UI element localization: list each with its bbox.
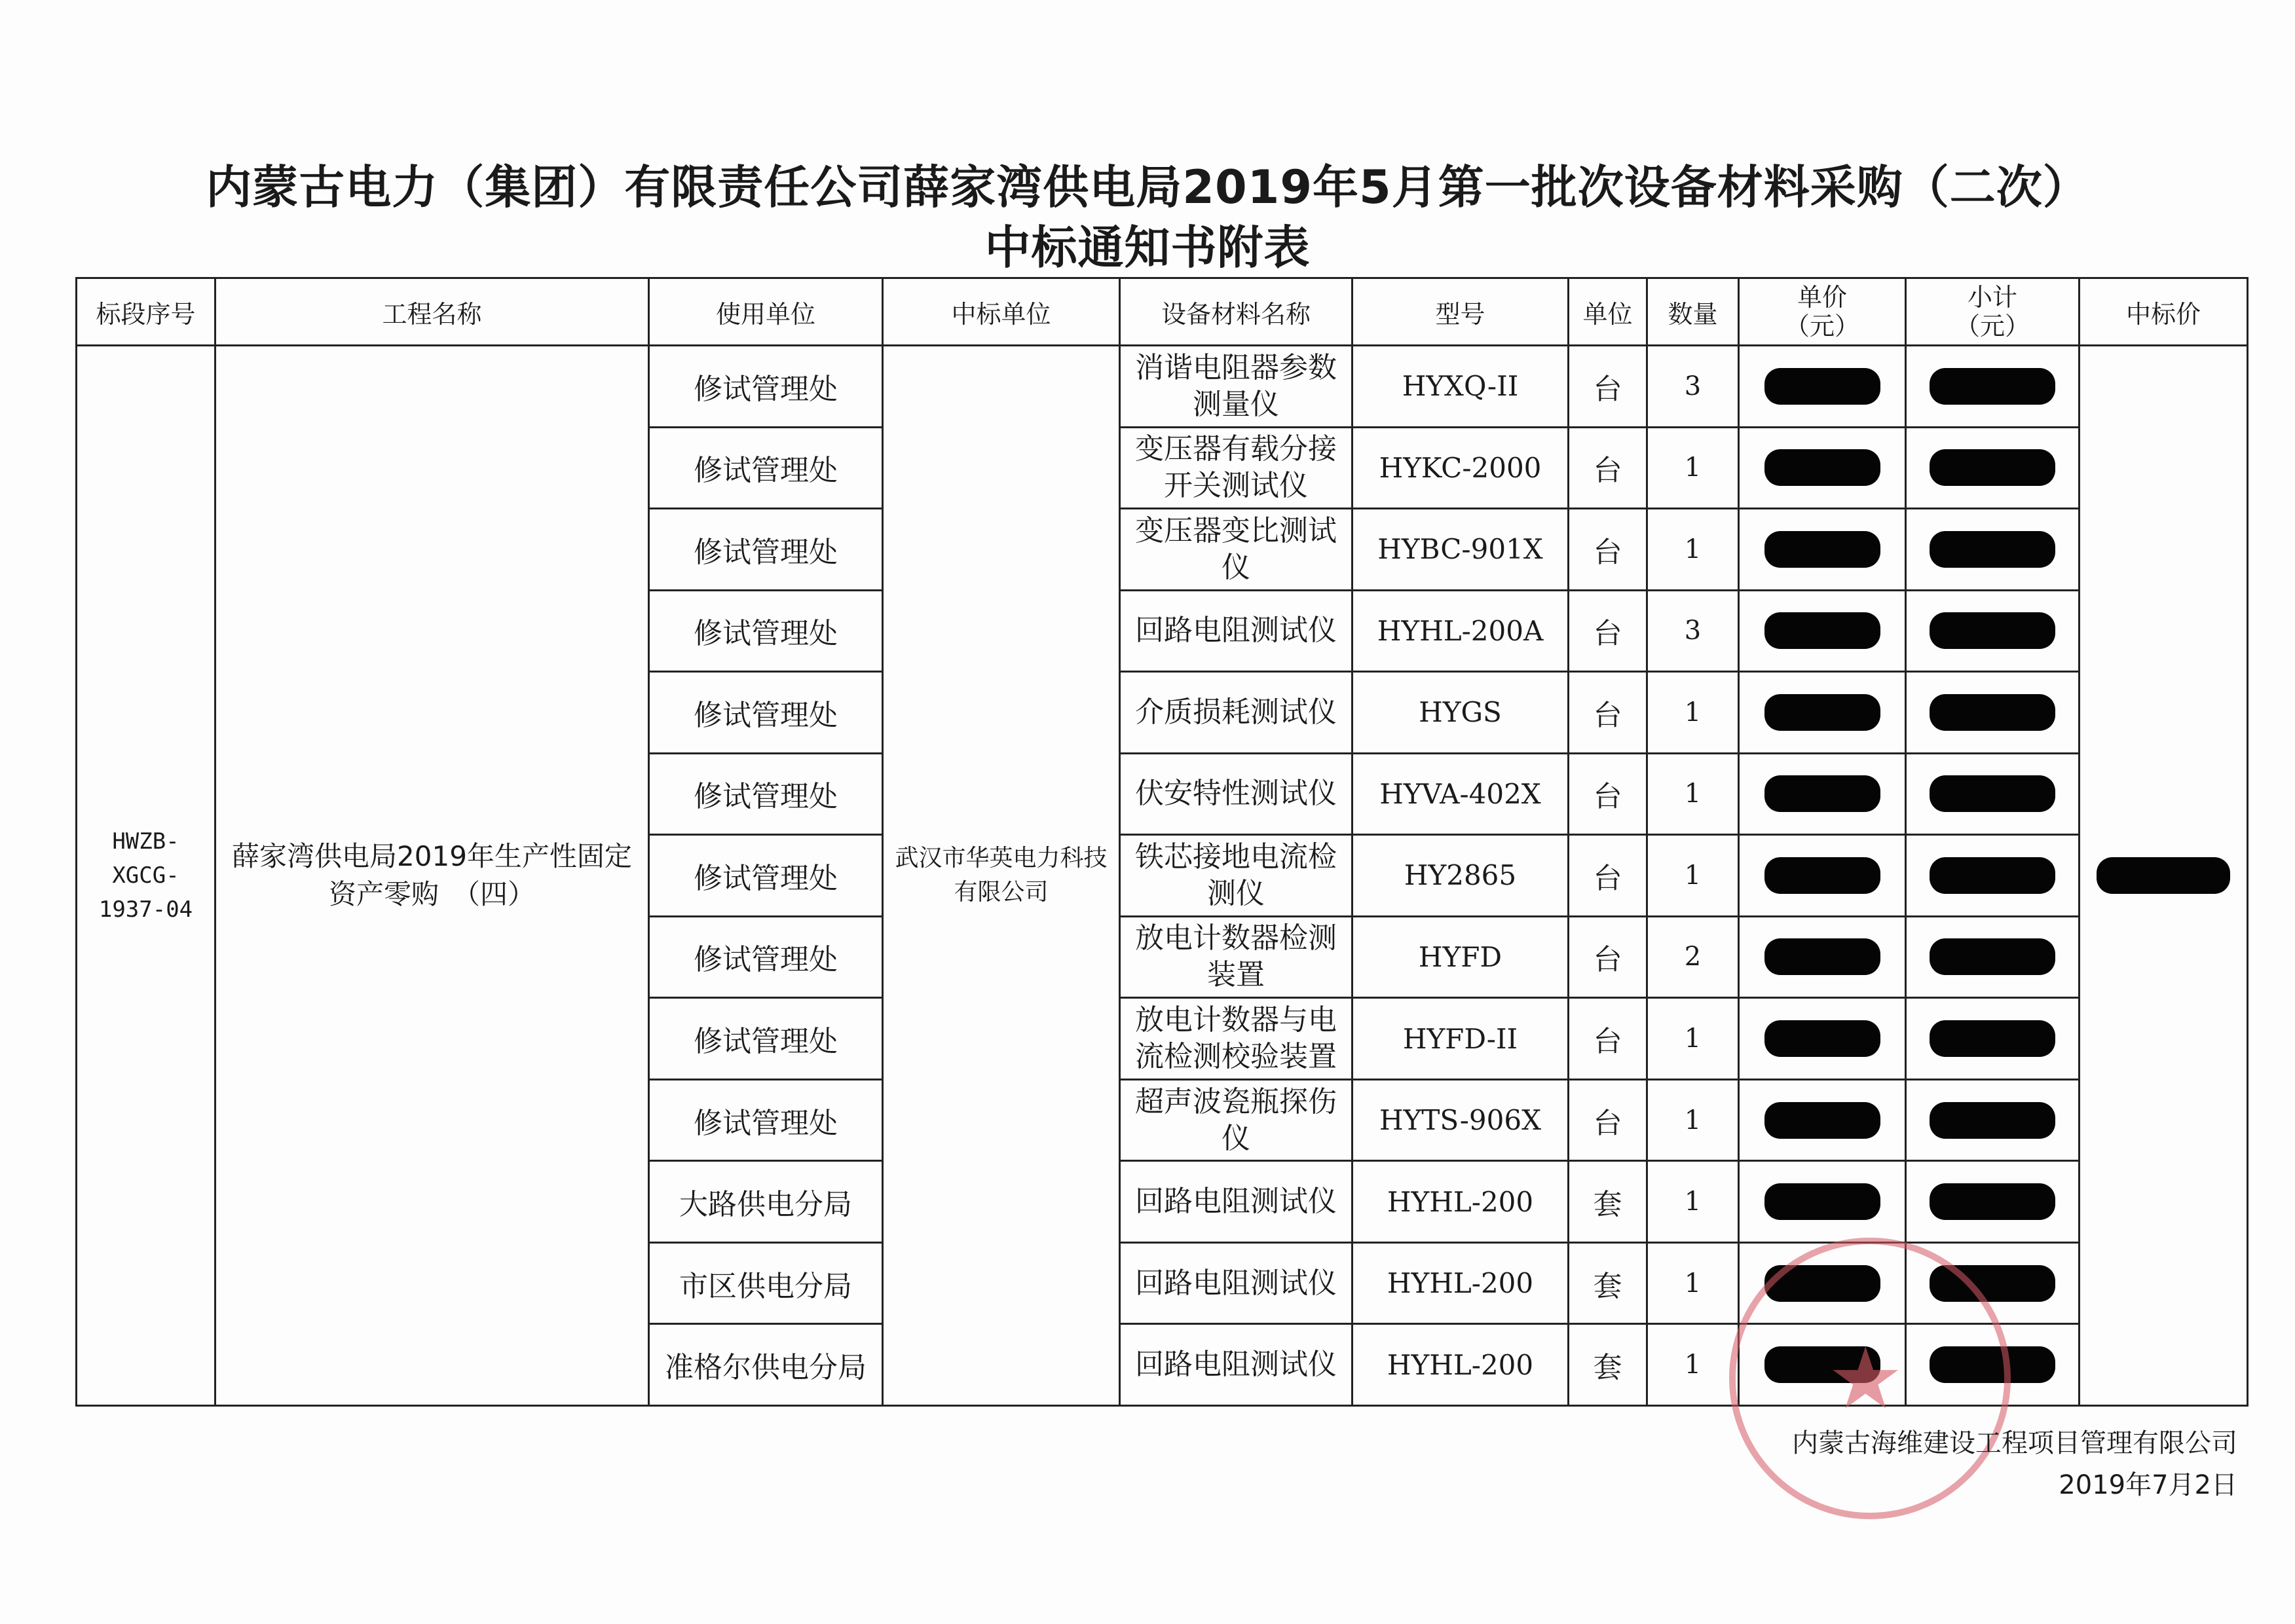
model-cell: HYHL-200 — [1353, 1242, 1569, 1324]
user-unit-cell: 修试管理处 — [649, 346, 883, 428]
qty-cell: 1 — [1647, 753, 1739, 835]
model-cell: HYBC-901X — [1353, 509, 1569, 591]
bid-price-cell — [2080, 346, 2248, 1406]
redaction-bar — [2097, 857, 2231, 894]
redaction-bar — [1930, 368, 2055, 405]
redaction-bar — [1764, 775, 1880, 812]
unit-cell: 套 — [1569, 1161, 1647, 1243]
unit-cell: 台 — [1569, 590, 1647, 672]
equipment-cell: 回路电阻测试仪 — [1120, 1324, 1353, 1406]
award-table — [75, 277, 2248, 1407]
model-cell: HY2865 — [1353, 835, 1569, 917]
redaction-bar — [1764, 531, 1880, 568]
redaction-bar — [1764, 694, 1880, 731]
subtotal-cell — [1906, 346, 2080, 428]
unit-cell: 台 — [1569, 753, 1647, 835]
redaction-bar — [1930, 694, 2055, 731]
equipment-cell: 回路电阻测试仪 — [1120, 1242, 1353, 1324]
user-unit-cell: 修试管理处 — [649, 753, 883, 835]
user-unit-cell: 大路供电分局 — [649, 1161, 883, 1243]
qty-cell: 1 — [1647, 1161, 1739, 1243]
footer-date: 2019年7月2日 — [2059, 1470, 2237, 1500]
unit-price-cell — [1739, 1161, 1906, 1243]
subtotal-cell — [1906, 509, 2080, 591]
unit-price-cell — [1739, 509, 1906, 591]
user-unit-cell: 修试管理处 — [649, 590, 883, 672]
equipment-cell: 伏安特性测试仪 — [1120, 753, 1353, 835]
qty-cell: 3 — [1647, 346, 1739, 428]
subtotal-cell — [1906, 916, 2080, 998]
unit-price-cell — [1739, 346, 1906, 428]
equipment-cell: 铁芯接地电流检测仪 — [1120, 835, 1353, 917]
redaction-bar — [1764, 857, 1880, 894]
model-cell: HYVA-402X — [1353, 753, 1569, 835]
redaction-bar — [1764, 449, 1880, 486]
qty-cell: 2 — [1647, 916, 1739, 998]
redaction-bar — [1930, 1020, 2055, 1057]
subtotal-cell — [1906, 427, 2080, 509]
user-unit-cell: 修试管理处 — [649, 998, 883, 1080]
redaction-bar — [1930, 1183, 2055, 1220]
redaction-bar — [1930, 449, 2055, 486]
equipment-cell: 回路电阻测试仪 — [1120, 590, 1353, 672]
project-name: 薛家湾供电局2019年生产性固定资产零购 （四） — [215, 346, 649, 1406]
subtotal-cell — [1906, 753, 2080, 835]
unit-cell: 台 — [1569, 835, 1647, 917]
model-cell: HYHL-200A — [1353, 590, 1569, 672]
subtotal-cell — [1906, 998, 2080, 1080]
subtotal-cell — [1906, 1161, 2080, 1243]
equipment-cell: 超声波瓷瓶探伤仪 — [1120, 1079, 1353, 1161]
header-model: 型号 — [1353, 278, 1569, 346]
header-winner: 中标单位 — [883, 278, 1120, 346]
user-unit-cell: 修试管理处 — [649, 427, 883, 509]
footer-company: 内蒙古海维建设工程项目管理有限公司 — [1792, 1428, 2237, 1458]
equipment-cell: 变压器有载分接开关测试仪 — [1120, 427, 1353, 509]
unit-price-cell — [1739, 672, 1906, 754]
header-project: 工程名称 — [215, 278, 649, 346]
header-subtotal: 小计 （元） — [1906, 278, 2080, 346]
header-seq: 标段序号 — [77, 278, 215, 346]
model-cell: HYFD-II — [1353, 998, 1569, 1080]
redaction-bar — [1930, 1102, 2055, 1139]
model-cell: HYXQ-II — [1353, 346, 1569, 428]
model-cell: HYHL-200 — [1353, 1324, 1569, 1406]
model-cell: HYGS — [1353, 672, 1569, 754]
header-row — [77, 278, 2248, 346]
redaction-bar — [1930, 531, 2055, 568]
unit-price-cell — [1739, 998, 1906, 1080]
redaction-bar — [1930, 775, 2055, 812]
unit-price-cell — [1739, 753, 1906, 835]
unit-cell: 台 — [1569, 672, 1647, 754]
equipment-cell: 消谐电阻器参数测量仪 — [1120, 346, 1353, 428]
qty-cell: 1 — [1647, 509, 1739, 591]
redaction-bar — [1930, 857, 2055, 894]
user-unit-cell: 修试管理处 — [649, 1079, 883, 1161]
equipment-cell: 介质损耗测试仪 — [1120, 672, 1353, 754]
user-unit-cell: 市区供电分局 — [649, 1242, 883, 1324]
header-qty: 数量 — [1647, 278, 1739, 346]
redaction-bar — [1764, 938, 1880, 975]
equipment-cell: 放电计数器检测装置 — [1120, 916, 1353, 998]
qty-cell: 1 — [1647, 672, 1739, 754]
header-bid-price: 中标价 — [2080, 278, 2248, 346]
equipment-cell: 回路电阻测试仪 — [1120, 1161, 1353, 1243]
unit-price-cell — [1739, 835, 1906, 917]
model-cell: HYHL-200 — [1353, 1161, 1569, 1243]
redaction-bar — [1764, 1102, 1880, 1139]
qty-cell: 1 — [1647, 1079, 1739, 1161]
subtotal-cell — [1906, 590, 2080, 672]
unit-price-cell — [1739, 590, 1906, 672]
unit-cell: 台 — [1569, 998, 1647, 1080]
equipment-cell: 放电计数器与电流检测校验装置 — [1120, 998, 1353, 1080]
redaction-bar — [1764, 368, 1880, 405]
qty-cell: 1 — [1647, 1242, 1739, 1324]
unit-cell: 台 — [1569, 916, 1647, 998]
document-subtitle: 中标通知书附表 — [984, 221, 1311, 274]
qty-cell: 1 — [1647, 427, 1739, 509]
document-title: 内蒙古电力（集团）有限责任公司薛家湾供电局2019年5月第一批次设备材料采购（二次） — [206, 160, 2089, 214]
user-unit-cell: 修试管理处 — [649, 509, 883, 591]
model-cell: HYFD — [1353, 916, 1569, 998]
unit-price-cell — [1739, 427, 1906, 509]
unit-cell: 套 — [1569, 1324, 1647, 1406]
qty-cell: 1 — [1647, 1324, 1739, 1406]
unit-cell: 台 — [1569, 1079, 1647, 1161]
unit-cell: 台 — [1569, 509, 1647, 591]
user-unit-cell: 修试管理处 — [649, 672, 883, 754]
table-row — [77, 346, 2248, 428]
redaction-bar — [1764, 612, 1880, 649]
qty-cell: 3 — [1647, 590, 1739, 672]
qty-cell: 1 — [1647, 998, 1739, 1080]
subtotal-cell — [1906, 835, 2080, 917]
model-cell: HYKC-2000 — [1353, 427, 1569, 509]
equipment-cell: 变压器变比测试仪 — [1120, 509, 1353, 591]
header-equipment: 设备材料名称 — [1120, 278, 1353, 346]
subtotal-cell — [1906, 1079, 2080, 1161]
unit-price-cell — [1739, 916, 1906, 998]
model-cell: HYTS-906X — [1353, 1079, 1569, 1161]
user-unit-cell: 修试管理处 — [649, 835, 883, 917]
winner-name: 武汉市华英电力科技有限公司 — [883, 346, 1120, 1406]
user-unit-cell: 准格尔供电分局 — [649, 1324, 883, 1406]
unit-cell: 套 — [1569, 1242, 1647, 1324]
unit-cell: 台 — [1569, 346, 1647, 428]
header-unit-price: 单价 （元） — [1739, 278, 1906, 346]
user-unit-cell: 修试管理处 — [649, 916, 883, 998]
redaction-bar — [1930, 938, 2055, 975]
subtotal-cell — [1906, 672, 2080, 754]
header-user-unit: 使用单位 — [649, 278, 883, 346]
header-unit: 单位 — [1569, 278, 1647, 346]
section-code: HWZB-XGCG- 1937-04 — [77, 346, 215, 1406]
seal-star-icon: ★ — [1827, 1329, 1904, 1428]
qty-cell: 1 — [1647, 835, 1739, 917]
redaction-bar — [1930, 612, 2055, 649]
unit-cell: 台 — [1569, 427, 1647, 509]
unit-price-cell — [1739, 1079, 1906, 1161]
redaction-bar — [1764, 1020, 1880, 1057]
redaction-bar — [1764, 1183, 1880, 1220]
